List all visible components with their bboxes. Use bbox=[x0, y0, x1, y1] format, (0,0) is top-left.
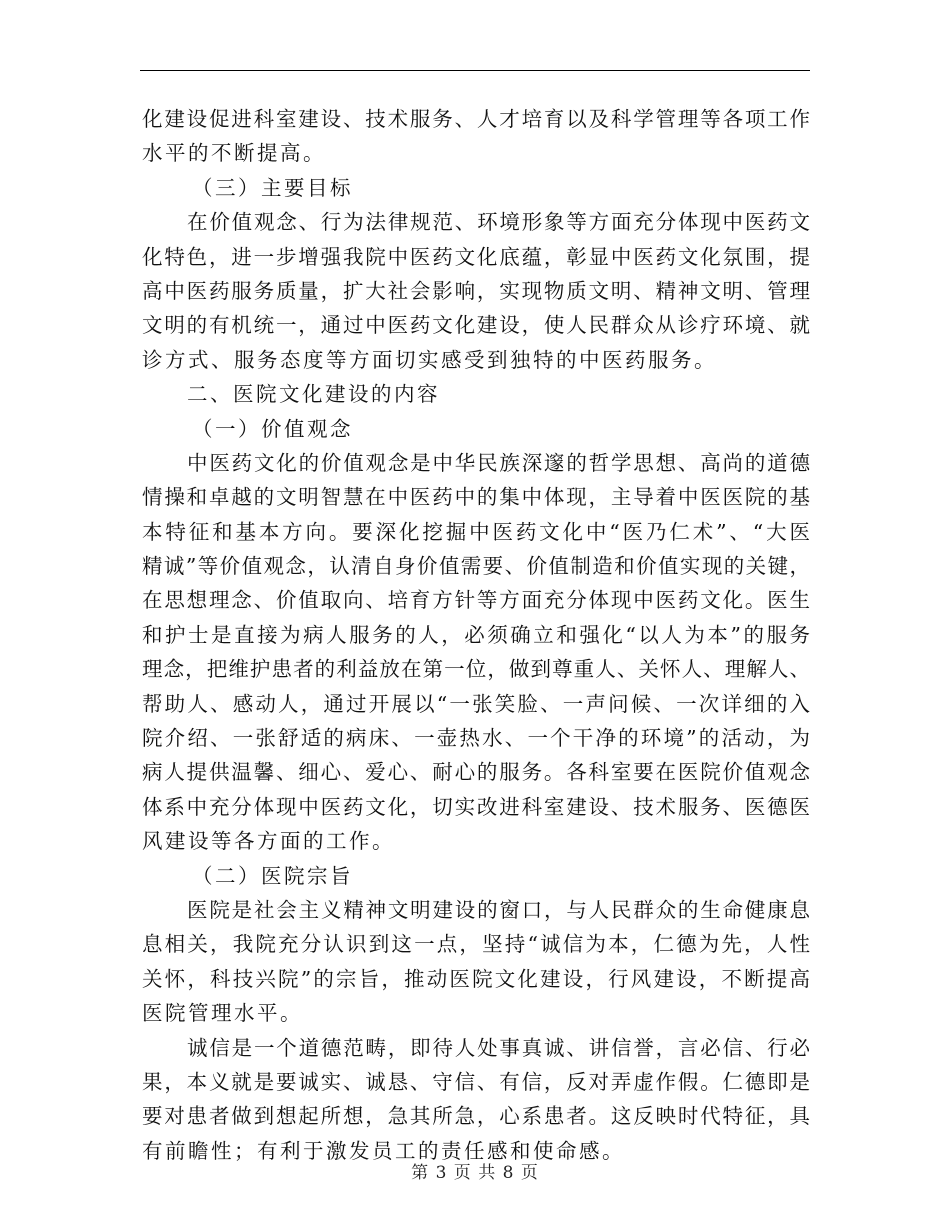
text-line: 化特色，进一步增强我院中医药文化底蕴，彰显中医药文化氛围，提 bbox=[142, 244, 810, 269]
text-line: 息相关，我院充分认识到这一点，坚持“诚信为本，仁德为先，人性 bbox=[142, 932, 810, 957]
text-line: 本特征和基本方向。要深化挖掘中医药文化中“医乃仁术”、“大医 bbox=[142, 519, 810, 544]
header-rule bbox=[140, 70, 810, 71]
text-line: 病人提供温馨、细心、爱心、耐心的服务。各科室要在医院价值观念 bbox=[142, 760, 810, 785]
text-line: 二、医院文化建设的内容 bbox=[187, 382, 440, 407]
text-line: 和护士是直接为病人服务的人，必须确立和强化“以人为本”的服务 bbox=[142, 622, 810, 647]
text-line: 化建设促进科室建设、技术服务、人才培育以及科学管理等各项工作 bbox=[142, 107, 810, 131]
text-line: 院介绍、一张舒适的病床、一壶热水、一个干净的环境”的活动，为 bbox=[142, 726, 810, 751]
text-line: （二）医院宗旨 bbox=[192, 863, 353, 888]
text-line: 在思想理念、价值取向、培育方针等方面充分体现中医药文化。医生 bbox=[142, 588, 810, 613]
text-line: 情操和卓越的文明智慧在中医药中的集中体现，主导着中医医院的基 bbox=[142, 485, 810, 510]
text-line: 风建设等各方面的工作。 bbox=[142, 829, 395, 854]
text-line: 文明的有机统一，通过中医药文化建设，使人民群众从诊疗环境、就 bbox=[142, 313, 810, 338]
text-line: 诚信是一个道德范畴，即待人处事真诚、讲信誉，言必信、行必 bbox=[187, 1035, 810, 1060]
text-line: 在价值观念、行为法律规范、环境形象等方面充分体现中医药文 bbox=[187, 210, 810, 235]
text-line: 有前瞻性；有利于激发员工的责任感和使命感。 bbox=[142, 1138, 625, 1163]
text-line: 理念，把维护患者的利益放在第一位，做到尊重人、关怀人、理解人、 bbox=[142, 657, 810, 682]
text-line: 要对患者做到想起所想，急其所急，心系患者。这反映时代特征，具 bbox=[142, 1104, 810, 1129]
text-line: 诊方式、服务态度等方面切实感受到独特的中医药服务。 bbox=[142, 347, 717, 372]
text-line: （一）价值观念 bbox=[192, 416, 353, 441]
text-line: 医院是社会主义精神文明建设的窗口，与人民群众的生命健康息 bbox=[187, 897, 810, 922]
text-line: 帮助人、感动人，通过开展以“一张笑脸、一声问候、一次详细的入 bbox=[142, 691, 810, 716]
document-body bbox=[142, 102, 810, 1168]
text-line: 果，本义就是要诚实、诚恳、守信、有信，反对弄虚作假。仁德即是 bbox=[142, 1069, 810, 1094]
text-line: 精诚”等价值观念，认清自身价值需要、价值制造和价值实现的关键， bbox=[142, 554, 810, 579]
text-line: 体系中充分体现中医药文化，切实改进科室建设、技术服务、医德医 bbox=[142, 794, 810, 819]
text-line: （三）主要目标 bbox=[192, 175, 353, 200]
text-line: 医院管理水平。 bbox=[142, 1001, 303, 1026]
text-line: 关怀，科技兴院”的宗旨，推动医院文化建设，行风建设，不断提高 bbox=[142, 966, 810, 991]
text-line: 高中医药服务质量，扩大社会影响，实现物质文明、精神文明、管理 bbox=[142, 278, 810, 303]
text-line: 水平的不断提高。 bbox=[142, 141, 326, 166]
text-line: 中医药文化的价值观念是中华民族深邃的哲学思想、高尚的道德 bbox=[187, 450, 810, 475]
page-footer: 第 3 页 共 8 页 bbox=[411, 1163, 539, 1183]
